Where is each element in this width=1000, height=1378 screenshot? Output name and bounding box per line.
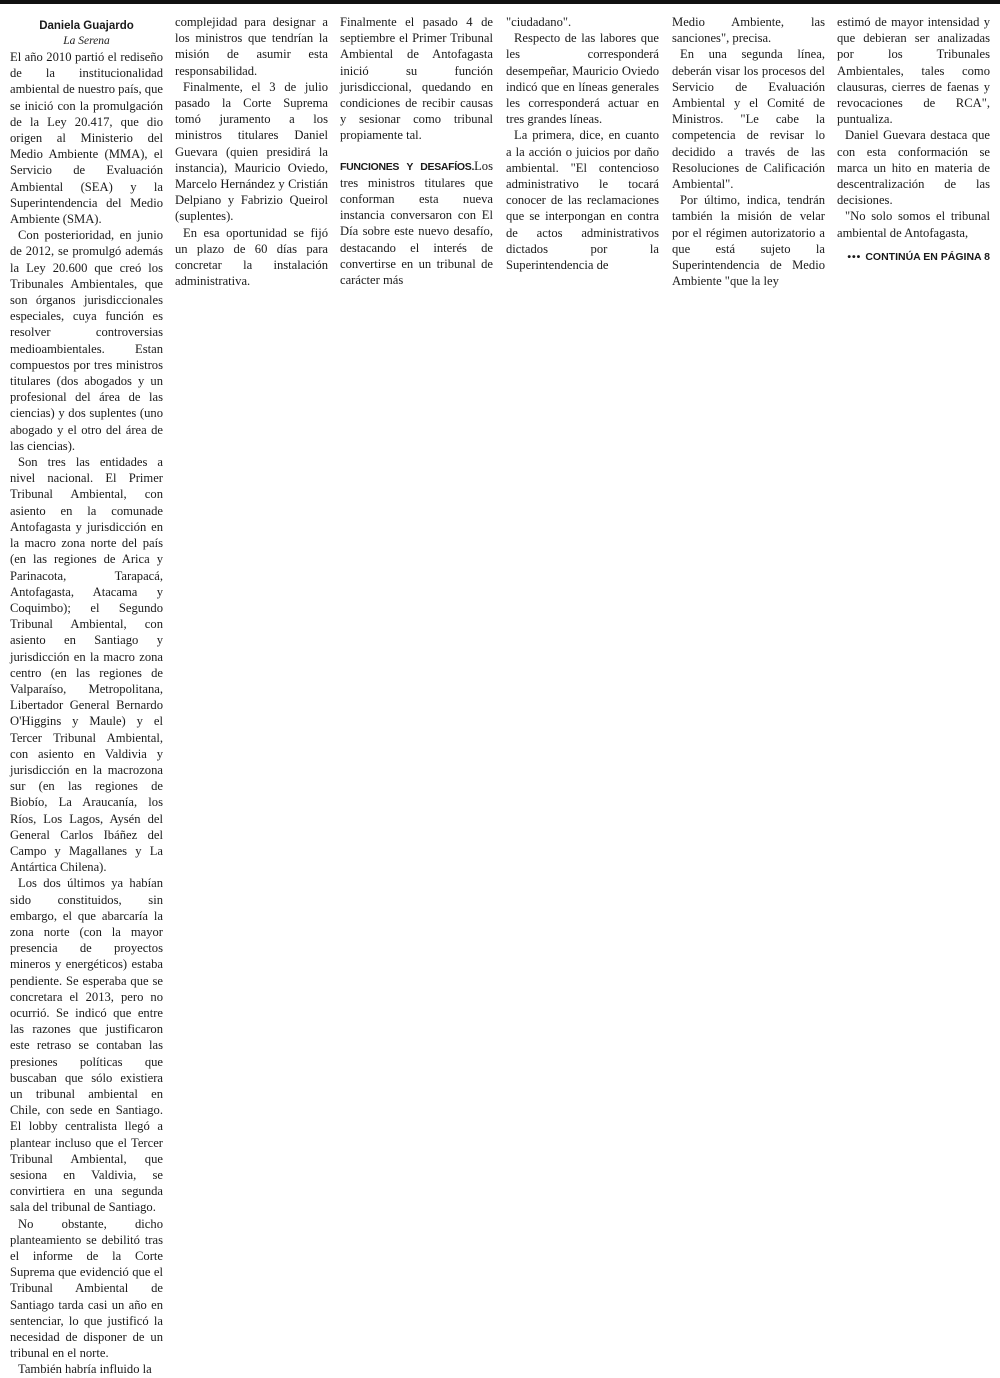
subhead-functions-challenges: FUNCIONES Y DESAFÍOS. bbox=[340, 160, 475, 173]
paragraph: En esa oportunidad se fijó un plazo de 60 días para concretar la instalación administrativa. bbox=[175, 225, 328, 289]
paragraph: Medio Ambiente, las sanciones", precisa. bbox=[672, 15, 825, 46]
paragraph: Los dos últimos ya habían sido constituidos, sin embargo, el que abarcaría la zona norte (con la mayor presencia de proyectos mineros y energéticos) estaba pendiente. Se esperaba que se concretara el 2013, pero no ocurrió. Se indicó que entre las razones que justificaron este retraso se contaban las presiones políticas que buscaban que sólo existiera un tribunal ambiental en Chile, con sede en Santiago. El lobby centralista llegó a plantear incluso que el Tercer Tribunal Ambiental, que sesiona en Valdivia, se convirtiera en una segunda sala del tribunal de Santiago. bbox=[10, 876, 163, 1215]
paragraph-text: Los tres ministros titulares que conforman esta nueva instancia conversaron con El Día sobre este nuevo desafío, destacando el interés de convertirse en un tribunal de carácter más bbox=[340, 158, 493, 288]
article-column-1 bbox=[10, 14, 163, 1378]
article-column-6 bbox=[837, 14, 990, 265]
paragraph: No obstante, dicho planteamiento se debilitó tras el informe de la Corte Suprema que evidenció que el Tribunal Ambiental de Santiago tarda casi un año en sentenciar, lo que justificó la necesidad de disponer de un tribunal en el norte. bbox=[10, 1216, 163, 1361]
paragraph: "No solo somos el tribunal ambiental de Antofagasta, bbox=[837, 209, 990, 240]
paragraph: Con posterioridad, en junio de 2012, se promulgó además la Ley 20.600 que creó los Tribunales Ambientales, que son órganos jurisdiccionales especiales, cuya función es resolver controversias medioambientales. Estan compuestos por tres ministros titulares (dos abogados y un profesional del área de las ciencias) y dos suplentes (uno abogado y el otro del área de las ciencias). bbox=[10, 228, 163, 453]
article-column-2 bbox=[175, 14, 328, 289]
paragraph: "ciudadano". bbox=[506, 15, 572, 29]
bullet-dots-icon: ••• bbox=[847, 250, 862, 263]
paragraph: En una segunda línea, deberán visar los procesos del Servicio de Evaluación Ambiental y el Comité de Ministros. "Le cabe la competencia de revisar lo decidido a través de las Resoluciones de Calificación Ambiental". bbox=[672, 47, 825, 192]
paragraph: Son tres las entidades a nivel nacional. El Primer Tribunal Ambiental, con asiento en la comunade Antofagasta y jurisdicción en la macro zona norte del país (en las regiones de Arica y Parinacota, Tarapacá, Antofagasta, Atacama y Coquimbo); el Segundo Tribunal Ambiental, con asiento en Santiago y jurisdicción en la macro zona centro (en las regiones de Valparaíso, Metropolitana, Libertador General Bernardo O'Higgins y Maule) y el Tercer Tribunal Ambiental, con asiento en Valdivia y jurisdicción en la macrozona sur (en las regiones de Biobío, La Araucanía, los Ríos, Los Lagos, Aysén del General Carlos Ibáñez del Campo y Magallanes y La Antártica Chilena). bbox=[10, 455, 163, 875]
paragraph: Finalmente, el 3 de julio pasado la Corte Suprema tomó juramento a los ministros titulares Daniel Guevara (quien presidirá la instancia), Mauricio Oviedo, Marcelo Hernández y Cristián Delpiano y Fabrizio Queirol (suplentes). bbox=[175, 79, 328, 224]
paragraph: También habría influido la bbox=[18, 1362, 152, 1377]
paragraph: estimó de mayor intensidad y que debieran ser analizadas por los Tribunales Ambientales, tales como clausuras, cierres de faenas y revocaciones de RCA", puntualiza. bbox=[837, 15, 990, 127]
continued-on-page-link[interactable] bbox=[837, 249, 990, 265]
paragraph: Finalmente el pasado 4 de septiembre el Primer Tribunal Ambiental de Antofagasta inició su función jurisdiccional, quedando en condiciones de recibir causas y sesionar como tribunal propiamente tal. bbox=[340, 15, 493, 143]
subhead-paragraph bbox=[340, 158, 493, 289]
article-column-4 bbox=[506, 14, 659, 273]
dateline-place: La Serena bbox=[63, 35, 110, 47]
top-rule bbox=[0, 0, 1000, 4]
continued-label: CONTINÚA EN PÁGINA 8 bbox=[865, 250, 990, 263]
paragraph: Daniel Guevara destaca que con esta conformación se marca un hito en materia de descentralización de las decisiones. bbox=[837, 128, 990, 208]
author-byline: Daniela Guajardo bbox=[39, 20, 134, 32]
paragraph: complejidad para designar a los ministros que tendrían la misión de asumir esta responsabilidad. bbox=[175, 15, 328, 78]
paragraph: Respecto de las labores que les corresponderá desempeñar, Mauricio Oviedo indicó que en líneas generales les corresponderá actuar en tres grandes líneas. bbox=[506, 31, 659, 127]
paragraph: La primera, dice, en cuanto a la acción o juicios por daño ambiental. "El contencioso administrativo le tocará conocer de las reclamaciones que se interpongan en contra de actos administrativos dictados por la Superintendencia de bbox=[506, 128, 659, 273]
article-column-5 bbox=[672, 14, 825, 289]
paragraph: El año 2010 partió el rediseño de la institucionalidad ambiental de nuestro país, que se inició con la promulgación de la Ley 20.417, que dio origen al Ministerio del Medio Ambiente (MMA), el Servicio de Evaluación Ambiental (SEA) y la Superintendencia del Medio Ambiente (SMA). bbox=[10, 50, 163, 227]
paragraph: Por último, indica, tendrán también la misión de velar por el régimen autorizatorio a que está sujeto la Superintendencia de Medio Ambiente "que la ley bbox=[672, 193, 825, 289]
article-column-3 bbox=[340, 14, 493, 288]
